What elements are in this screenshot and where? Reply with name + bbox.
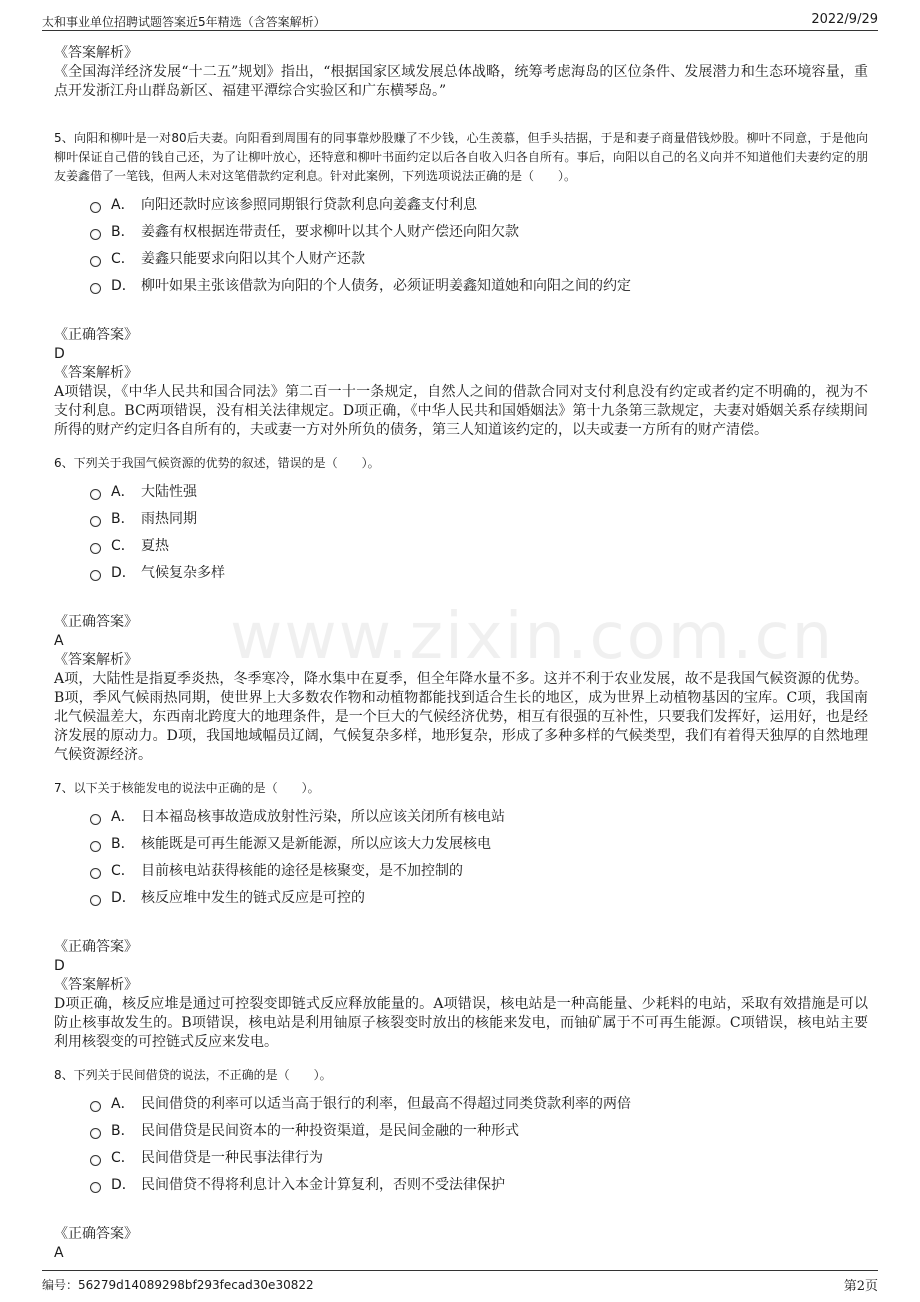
radio-icon[interactable] [90,895,101,906]
radio-icon[interactable] [90,283,101,294]
answer-label: 《正确答案》 [54,1226,138,1242]
radio-icon[interactable] [90,1182,101,1193]
correct-answer: D [54,346,65,362]
option-list [90,802,868,910]
radio-icon[interactable] [90,814,101,825]
option-d[interactable]: D． 民间借贷不得将利息计入本金计算复利，否则不受法律保护 [90,1170,868,1197]
option-b[interactable]: B． 姜鑫有权根据连带责任，要求柳叶以其个人财产偿还向阳欠款 [90,217,868,244]
question-stem: 7、以下关于核能发电的说法中正确的是（ ）。 [54,781,320,795]
radio-icon[interactable] [90,229,101,240]
analysis-label: 《答案解析》 [54,365,138,381]
radio-icon[interactable] [90,202,101,213]
option-a[interactable]: A． 大陆性强 [90,477,868,504]
page-header [42,10,878,31]
option-d[interactable]: D． 核反应堆中发生的链式反应是可控的 [90,883,868,910]
radio-icon[interactable] [90,516,101,527]
correct-answer: A [54,633,64,649]
analysis-text: A项错误，《中华人民共和国合同法》第二百一十一条规定，自然人之间的借款合同对支付利息没有约定或者约定不明确的，视为不支付利息。BC两项错误，没有相关法律规定。D项正确，《中华人民共和国婚姻法》第十九条第三款规定，夫妻对婚姻关系存续期间所得的财产约定归各自所有的，夫或妻一方对外所负的债务，第三人知道该约定的，以夫或妻一方所有的财产清偿。 [54,384,868,438]
correct-answer: A [54,1245,64,1261]
radio-icon[interactable] [90,1101,101,1112]
option-c[interactable]: C． 夏热 [90,531,868,558]
option-a[interactable]: A． 向阳还款时应该参照同期银行贷款利息向姜鑫支付利息 [90,190,868,217]
option-b[interactable]: B． 雨热同期 [90,504,868,531]
radio-icon[interactable] [90,256,101,267]
answer-label: 《正确答案》 [54,939,138,955]
analysis-label: 《答案解析》 [54,652,138,668]
correct-answer: D [54,958,65,974]
option-c[interactable]: C． 目前核电站获得核能的途径是核聚变，是不加控制的 [90,856,868,883]
analysis-text: D项正确，核反应堆是通过可控裂变即链式反应释放能量的。A项错误，核电站是一种高能量、少耗料的电站，采取有效措施是可以防止核事故发生的。B项错误，核电站是利用铀原子核裂变时放出的核能来发电，而铀矿属于不可再生能源。C项错误，核电站主要利用核裂变的可控链式反应来发电。 [54,996,868,1050]
document-title: 太和事业单位招聘试题答案近5年精选（含答案解析） [42,15,326,29]
option-c[interactable]: C． 民间借贷是一种民事法律行为 [90,1143,868,1170]
option-b[interactable]: B． 核能既是可再生能源又是新能源，所以应该大力发展核电 [90,829,868,856]
document-date: 2022/9/29 [811,12,878,27]
option-c[interactable]: C． 姜鑫只能要求向阳以其个人财产还款 [90,244,868,271]
document-body [54,44,868,1263]
option-list [90,1089,868,1197]
analysis-text: 《全国海洋经济发展“十二五”规划》指出，“根据国家区域发展总体战略，统筹考虑海岛的区位条件、发展潜力和生态环境容量，重点开发浙江舟山群岛新区、福建平潭综合实验区和广东横琴岛。” [54,64,868,99]
radio-icon[interactable] [90,868,101,879]
analysis-label: 《答案解析》 [54,977,138,993]
page-number: 第2页 [843,1279,878,1294]
analysis-text: A项，大陆性是指夏季炎热，冬季寒冷，降水集中在夏季，但全年降水量不多。这并不利于农业发展，故不是我国气候资源的优势。B项，季风气候雨热同期，使世界上大多数农作物和动植物都能找到适合生长的地区，成为世界上动植物基因的宝库。C项，我国南北气候温差大，东西南北跨度大的地理条件，是一个巨大的气候经济优势，相互有很强的互补性，只要我们发挥好，运用好，也是经济发展的原动力。D项，我国地域幅员辽阔，气候复杂多样，地形复杂，形成了多种多样的气候类型，我们有着得天独厚的自然地理气候资源经济。 [54,671,868,763]
radio-icon[interactable] [90,1128,101,1139]
option-a[interactable]: A． 民间借贷的利率可以适当高于银行的利率，但最高不得超过同类贷款利率的两倍 [90,1089,868,1116]
document-code: 编号：56279d14089298bf293fecad30e30822 [42,1278,314,1292]
radio-icon[interactable] [90,489,101,500]
question-stem: 6、下列关于我国气候资源的优势的叙述，错误的是（ ）。 [54,456,380,470]
analysis-label: 《答案解析》 [54,45,138,61]
option-d[interactable]: D． 气候复杂多样 [90,558,868,585]
radio-icon[interactable] [90,543,101,554]
page-footer [42,1270,878,1293]
answer-label: 《正确答案》 [54,614,138,630]
radio-icon[interactable] [90,1155,101,1166]
radio-icon[interactable] [90,841,101,852]
option-a[interactable]: A． 日本福岛核事故造成放射性污染，所以应该关闭所有核电站 [90,802,868,829]
option-list [90,190,868,298]
option-b[interactable]: B． 民间借贷是民间资本的一种投资渠道，是民间金融的一种形式 [90,1116,868,1143]
question-stem: 8、下列关于民间借贷的说法，不正确的是（ ）。 [54,1068,332,1082]
radio-icon[interactable] [90,570,101,581]
option-list [90,477,868,585]
watermark: www.zixin.com.cn [230,600,835,674]
option-d[interactable]: D． 柳叶如果主张该借款为向阳的个人债务，必须证明姜鑫知道她和向阳之间的约定 [90,271,868,298]
question-stem: 5、向阳和柳叶是一对80后夫妻。向阳看到周围有的同事靠炒股赚了不少钱，心生羡慕，但手头拮据，于是和妻子商量借钱炒股。柳叶不同意，于是他向柳叶保证自己借的钱自己还，为了让柳叶放心，还特意和柳叶书面约定以后各自收入归各自所有。事后，向阳以自己的名义向并不知道他们夫妻约定的朋友姜鑫借了一笔钱，但两人未对这笔借款约定利息。针对此案例，下列选项说法正确的是（ ）。 [54,131,868,183]
answer-label: 《正确答案》 [54,327,138,343]
